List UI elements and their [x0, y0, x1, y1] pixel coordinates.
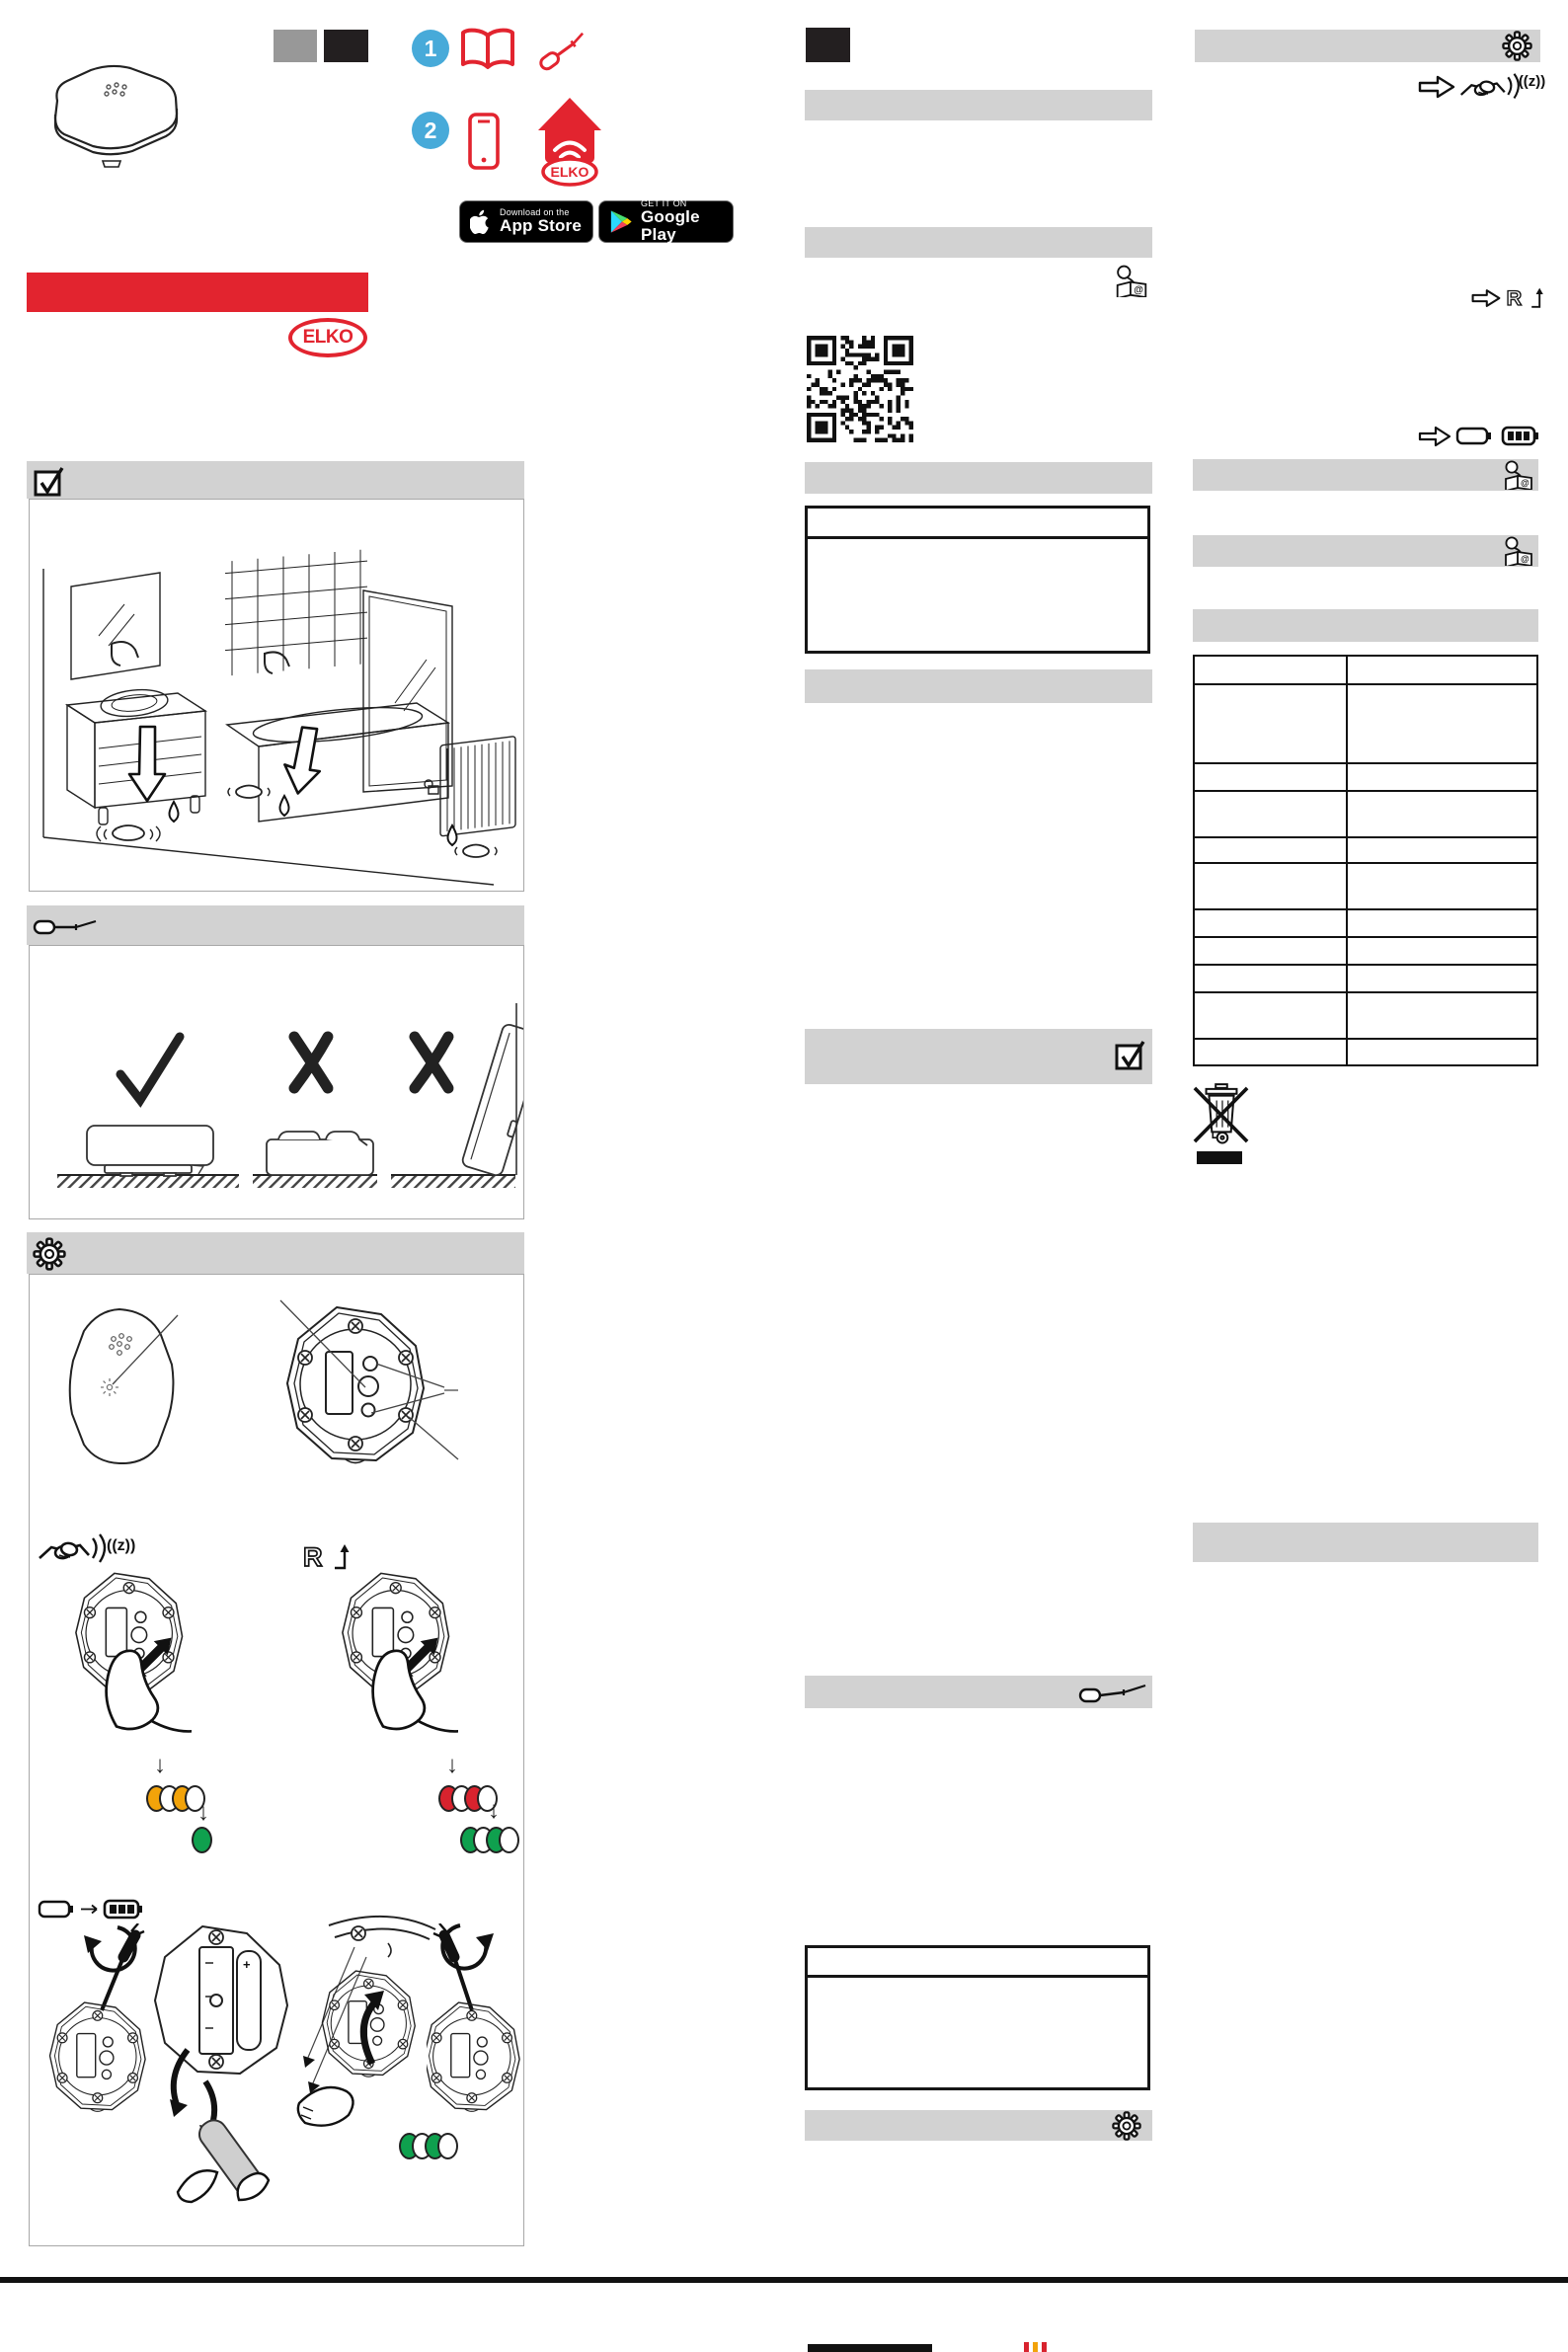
block-arrow-icon: [1420, 428, 1450, 445]
app-store-badge: [459, 200, 593, 243]
handshake-icon: [38, 1529, 136, 1570]
google-play-line2: Google Play: [641, 207, 700, 245]
gear-icon: [1112, 2111, 1141, 2141]
gear-icon: [33, 1237, 66, 1271]
spec-cell-value: [1348, 938, 1536, 964]
hand: [298, 2087, 353, 2126]
bathroom-illustration-box: [29, 499, 524, 892]
hand: [178, 2170, 269, 2202]
spec-cell-label: [1195, 764, 1348, 790]
smartphone-icon: [468, 113, 500, 170]
right-header-4: [1193, 609, 1538, 642]
spec-cell-label: [1195, 838, 1348, 862]
sensor-icon: [97, 786, 497, 858]
spec-row: [1195, 685, 1536, 764]
qr-code: [807, 336, 913, 442]
down-arrow: ↓: [197, 1799, 209, 1826]
apple-icon: [470, 209, 492, 235]
manual-online-icon: [1503, 460, 1534, 490]
spec-row: [1195, 792, 1536, 838]
down-arrow: ↓: [154, 1752, 166, 1778]
spec-cell-label: [1195, 966, 1348, 991]
step-1-number: 1: [424, 35, 437, 61]
led-indicator: [499, 1827, 519, 1853]
water-drop-icon: [169, 796, 456, 845]
spec-cell-label: [1195, 993, 1348, 1038]
black-color-swatch: [324, 30, 368, 62]
mid-header-4: [805, 669, 1152, 703]
handshake-icon: [1459, 65, 1546, 109]
right-header-5: [1193, 1523, 1538, 1562]
block-arrow-icon: [1418, 74, 1455, 100]
spec-cell-value: [1348, 657, 1536, 683]
led-sequence-reset-ok: [460, 1827, 519, 1853]
spec-row: [1195, 864, 1536, 910]
note-box-divider: [808, 536, 1147, 539]
spec-cell-label: [1195, 1040, 1348, 1064]
spec-cell-label: [1195, 938, 1348, 964]
spec-row: [1195, 910, 1536, 938]
smart-home-logo-text: ELKO: [550, 164, 589, 180]
spec-cell-value: [1348, 1040, 1536, 1064]
orientation-illustration-box: [29, 945, 524, 1219]
reset-icon: [1505, 282, 1552, 314]
right-header-2: [1193, 459, 1538, 491]
device-illustration: [30, 57, 186, 174]
weee-bar: [1197, 1151, 1242, 1164]
elko-logo: [288, 318, 367, 357]
section-setup-header: [27, 1232, 524, 1274]
battery-empty-icon: [39, 1902, 73, 1917]
battery-status-row: [1418, 423, 1540, 450]
checkbox-icon: [33, 464, 66, 498]
mid-header-7: [805, 2110, 1152, 2141]
battery-step-open: [44, 1923, 155, 2136]
svg-text:@: @: [1134, 284, 1143, 296]
spec-cell-label: [1195, 657, 1348, 683]
section-placement-header: [27, 461, 524, 499]
spec-cell-value: [1348, 910, 1536, 936]
right-header-1: [1195, 30, 1540, 62]
arrow-right: [81, 1906, 97, 1914]
spec-row: [1195, 938, 1536, 966]
spec-cell-label: [1195, 685, 1348, 762]
right-header-3: [1193, 535, 1538, 567]
down-arrow: ↓: [488, 1797, 500, 1824]
footer-rule: [0, 2277, 1568, 2283]
black-swatch: [806, 28, 850, 62]
page-edge-bar: [808, 2344, 932, 2352]
mid-header-1: [805, 90, 1152, 120]
spec-row: [1195, 966, 1536, 993]
svg-text:R: R: [1506, 285, 1523, 311]
spec-row: [1195, 993, 1536, 1040]
step-2-badge: [412, 112, 449, 149]
led-sequence-pairing-ok: [192, 1827, 212, 1853]
manual-online-icon: [1503, 536, 1534, 566]
battery-step-screw: [427, 1923, 525, 2136]
spec-cell-value: [1348, 864, 1536, 908]
screwdriver-icon: [1078, 1680, 1147, 1705]
spec-row: [1195, 657, 1536, 685]
mid-header-3: [805, 462, 1152, 494]
spec-row: [1195, 1040, 1536, 1064]
led-sequence-pairing: [146, 1785, 205, 1812]
screwdriver-icon: [534, 26, 591, 77]
x-mark: [294, 1037, 448, 1088]
smart-home-icon: [538, 98, 601, 187]
device-pairing-press: [68, 1565, 192, 1753]
reset-letter: R: [303, 1542, 323, 1572]
device-upside-down: [267, 1132, 373, 1175]
battery-replace-row: [38, 1898, 146, 1923]
battery-step-remove: [148, 1923, 291, 2212]
weee-icon: [1193, 1082, 1250, 1147]
check-mark: [120, 1037, 180, 1100]
section-orientation-header: [27, 905, 524, 945]
spec-cell-value: [1348, 993, 1536, 1038]
battery-full-icon: [1503, 428, 1538, 444]
spec-cell-label: [1195, 910, 1348, 936]
mid-header-5: [805, 1029, 1152, 1084]
battery-full-icon: [105, 1901, 142, 1918]
svg-text:@: @: [1521, 554, 1529, 564]
step-1-badge: [412, 30, 449, 67]
orientation-illustration: [30, 946, 523, 1217]
gray-color-swatch: [274, 30, 317, 62]
spec-cell-label: [1195, 792, 1348, 836]
svg-text:((z)): ((z)): [107, 1537, 136, 1554]
google-play-badge: [598, 197, 734, 245]
mid-header-2: [805, 227, 1152, 258]
device-correct: [87, 1126, 213, 1176]
spec-cell-value: [1348, 792, 1536, 836]
down-arrow: ↓: [446, 1752, 458, 1778]
title-bar: [27, 273, 368, 312]
note-box-divider: [808, 1975, 1147, 1978]
battery-empty-icon: [1457, 429, 1491, 443]
battery-plus-label: +: [243, 1957, 251, 1972]
book-icon: [460, 27, 515, 72]
mid-note-box-1: [805, 506, 1150, 654]
gear-icon: [1502, 31, 1532, 61]
app-store-line2: App Store: [500, 216, 583, 236]
screwdriver-icon: [33, 913, 98, 939]
app-store-line1: Download on the: [500, 206, 570, 217]
manual-online-icon: [1114, 265, 1149, 297]
spec-row: [1195, 764, 1536, 792]
led-indicator: [192, 1827, 212, 1853]
device-top-view: [62, 1303, 181, 1473]
battery-step-close: [293, 1914, 441, 2162]
reset-row: [1471, 282, 1552, 314]
page-edge-color-marks: [1024, 2342, 1047, 2352]
device-bottom-view: [265, 1296, 462, 1476]
elko-logo-text: ELKO: [302, 327, 353, 348]
zigbee-label: ((z)): [1518, 73, 1546, 91]
device-leaning: [461, 1023, 523, 1177]
block-arrow-icon: [1471, 287, 1501, 309]
google-play-icon: [609, 208, 633, 235]
checkbox-icon: [1114, 1038, 1147, 1071]
led-sequence-battery-ok: [399, 2133, 458, 2159]
spec-cell-value: [1348, 764, 1536, 790]
svg-text:@: @: [1521, 478, 1529, 488]
spec-table: [1193, 655, 1538, 1066]
spec-cell-value: [1348, 966, 1536, 991]
step-2-number: 2: [424, 117, 437, 143]
device-reset-press: [335, 1565, 458, 1753]
google-play-line1: GET IT ON: [641, 197, 687, 208]
bathroom-illustration: [30, 500, 523, 890]
led-indicator: [437, 2133, 458, 2159]
down-arrow: [129, 727, 165, 801]
spec-cell-value: [1348, 838, 1536, 862]
zigbee-pairing-row: [1418, 65, 1546, 109]
mid-note-box-2: [805, 1945, 1150, 2090]
spec-cell-label: [1195, 864, 1348, 908]
spec-row: [1195, 838, 1536, 864]
spec-cell-value: [1348, 685, 1536, 762]
